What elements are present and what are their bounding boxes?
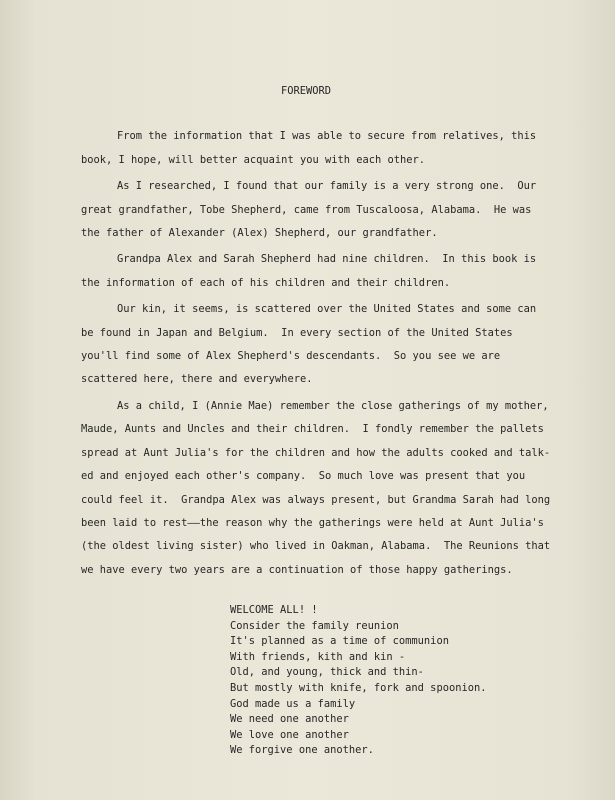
- paragraph-1: [81, 125, 601, 172]
- foreword-body: [81, 80, 601, 582]
- poem-line: We love one another: [230, 728, 349, 741]
- paragraph-line: As a child, I (Annie Mae) remember the close gatherings of my mother,: [117, 399, 549, 412]
- paragraph-line: could feel it. Grandpa Alex was always present, but Grandma Sarah had long: [81, 493, 551, 506]
- paragraph-line: Our kin, it seems, is scattered over the United States and some can: [117, 303, 537, 316]
- paragraph-line: ed and enjoyed each other's company. So much love was present that you: [81, 470, 526, 483]
- paragraph-line: scattered here, there and everywhere.: [81, 373, 313, 386]
- paragraph-5: [81, 395, 601, 582]
- paragraph-line: be found in Japan and Belgium. In every section of the United States: [81, 326, 513, 339]
- paragraph-line: the information of each of his children and their children.: [81, 276, 451, 289]
- page-title: FOREWORD: [281, 85, 332, 97]
- paragraph-line: As I researched, I found that our family is a very strong one. Our: [117, 180, 537, 193]
- paragraph-4: [81, 298, 601, 392]
- paragraph-line: From the information that I was able to secure from relatives, this: [117, 130, 537, 143]
- paragraph-line: (the oldest living sister) who lived in Oakman, Alabama. The Reunions that: [81, 540, 551, 553]
- paragraph-line: great grandfather, Tobe Shepherd, came from Tuscaloosa, Alabama. He was: [81, 203, 532, 216]
- paragraph-line: Maude, Aunts and Uncles and their children. I fondly remember the pallets: [81, 423, 544, 436]
- welcome-poem: [230, 603, 486, 759]
- poem-line: WELCOME ALL! !: [230, 604, 318, 616]
- paragraph-line: spread at Aunt Julia's for the children and how the adults cooked and talk-: [81, 446, 551, 459]
- poem-line: Old, and young, thick and thin-: [230, 666, 424, 679]
- paragraph-line: been laid to rest——the reason why the gatherings were held at Aunt Julia's: [81, 516, 544, 529]
- paragraph-line: you'll find some of Alex Shepherd's descendants. So you see we are: [81, 350, 501, 363]
- paragraph-line: book, I hope, will better acquaint you with each other.: [81, 153, 426, 166]
- poem-line: We need one another: [230, 713, 349, 726]
- poem-line: It's planned as a time of communion: [230, 635, 449, 648]
- paragraph-line: Grandpa Alex and Sarah Shepherd had nine children. In this book is: [117, 253, 537, 266]
- poem-line: With friends, kith and kin -: [230, 650, 406, 663]
- poem-line: Consider the family reunion: [230, 619, 399, 632]
- poem-line: But mostly with knife, fork and spoonion.: [230, 681, 487, 694]
- paragraph-line: the father of Alexander (Alex) Shepherd, our grandfather.: [81, 227, 438, 240]
- poem-line: We forgive one another.: [230, 744, 374, 757]
- poem-line: God made us a family: [230, 697, 356, 710]
- paragraph-2: [81, 175, 601, 245]
- paragraph-line: we have every two years are a continuation of those happy gatherings.: [81, 563, 513, 576]
- paragraph-3: [81, 248, 601, 295]
